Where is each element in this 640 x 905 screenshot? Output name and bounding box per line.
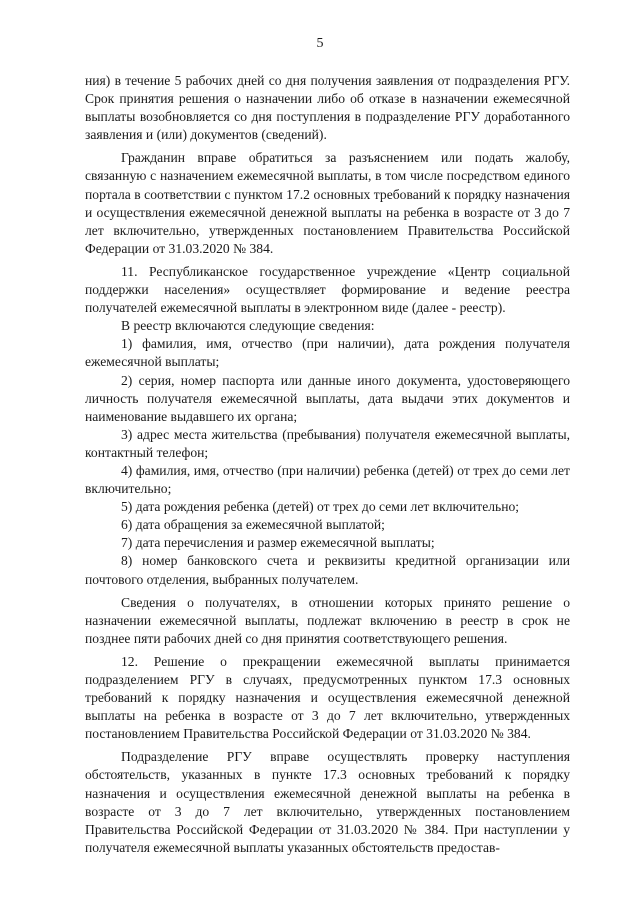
paragraph-item-11: 11. Республиканское государственное учреждение «Центр социальной поддержки населения» осуществляет формирование и ведение реестра получателей ежемесячной выплаты в электронном виде (далее - реестр). bbox=[85, 263, 570, 316]
list-item-7: 7) дата перечисления и размер ежемесячной выплаты; bbox=[121, 535, 435, 551]
paragraph-registry-deadline: Сведения о получателях, в отношении которых принято решение о назначении ежемесячной выплаты, подлежат включению в реестр в срок не позднее пяти рабочих дней со дня принятия соответствующего решения. bbox=[85, 594, 570, 646]
paragraph-appeal-right: Гражданин вправе обратиться за разъяснением или подать жалобу, связанную с назначением ежемесячной выплаты, в том числе посредством единого портала в соответствии с пунктом 17.2 основных требований к порядку назначения и осуществления ежемесячной денежной выплаты на ребенка в возрасте от 3 до 7 лет включительно, утвержденных постановлением Правительства Российской Федерации от 31.03.2020 № 384. bbox=[85, 150, 570, 256]
list-item-4: 4) фамилия, имя, отчество (при наличии) ребенка (детей) от трех до семи лет включительно; bbox=[85, 462, 570, 497]
paragraph-item-12: 12. Решение о прекращении ежемесячной выплаты принимается подразделением РГУ в случаях, предусмотренных пунктом 17.3 основных требований к порядку назначения и осуществления ежемесячной денежной выплаты на ребенка в возрасте от 3 до 7 лет включительно, утвержденных постановлением Правительства Российской Федерации от 31.03.2020 № 384. bbox=[85, 653, 570, 742]
list-item-5: 5) дата рождения ребенка (детей) от трех до семи лет включительно; bbox=[121, 499, 520, 515]
paragraph-verification: Подразделение РГУ вправе осуществлять проверку наступления обстоятельств, указанных в пункте 17.3 основных требований к порядку назначения и осуществления ежемесячной денежной выплаты на ребенка в возрасте от 3 до 7 лет включительно, утвержденных постановлением Правительства Российской Федерации от 31.03.2020 № 384. При наступлении у получателя ежемесячной выплаты указанных обстоятельств предостав- bbox=[85, 749, 570, 855]
document-body bbox=[85, 72, 570, 857]
list-item-6: 6) дата обращения за ежемесячной выплатой; bbox=[121, 517, 385, 533]
paragraph-continuation: ния) в течение 5 рабочих дней со дня получения заявления от подразделения РГУ. Срок принятия решения о назначении либо об отказе в назначении ежемесячной выплаты возобновляется со дня поступления в подразделение РГУ доработанного заявления и (или) документов (сведений). bbox=[85, 73, 570, 143]
list-item-8: 8) номер банковского счета и реквизиты кредитной организации или почтового отделения, выбранных получателем. bbox=[85, 553, 570, 587]
list-item-1: 1) фамилия, имя, отчество (при наличии), дата рождения получателя ежемесячной выплаты; bbox=[85, 336, 570, 370]
page-number: 5 bbox=[316, 36, 324, 51]
list-item-2: 2) серия, номер паспорта или данные иного документа, удостоверяющего личность получателя ежемесячной выплаты, дата выдачи этих документов и наименование выдавшего их органа; bbox=[85, 372, 570, 424]
list-item-3: 3) адрес места жительства (пребывания) получателя ежемесячной выплаты, контактный телефон; bbox=[85, 426, 570, 460]
paragraph-registry-intro: В реестр включаются следующие сведения: bbox=[121, 318, 375, 334]
